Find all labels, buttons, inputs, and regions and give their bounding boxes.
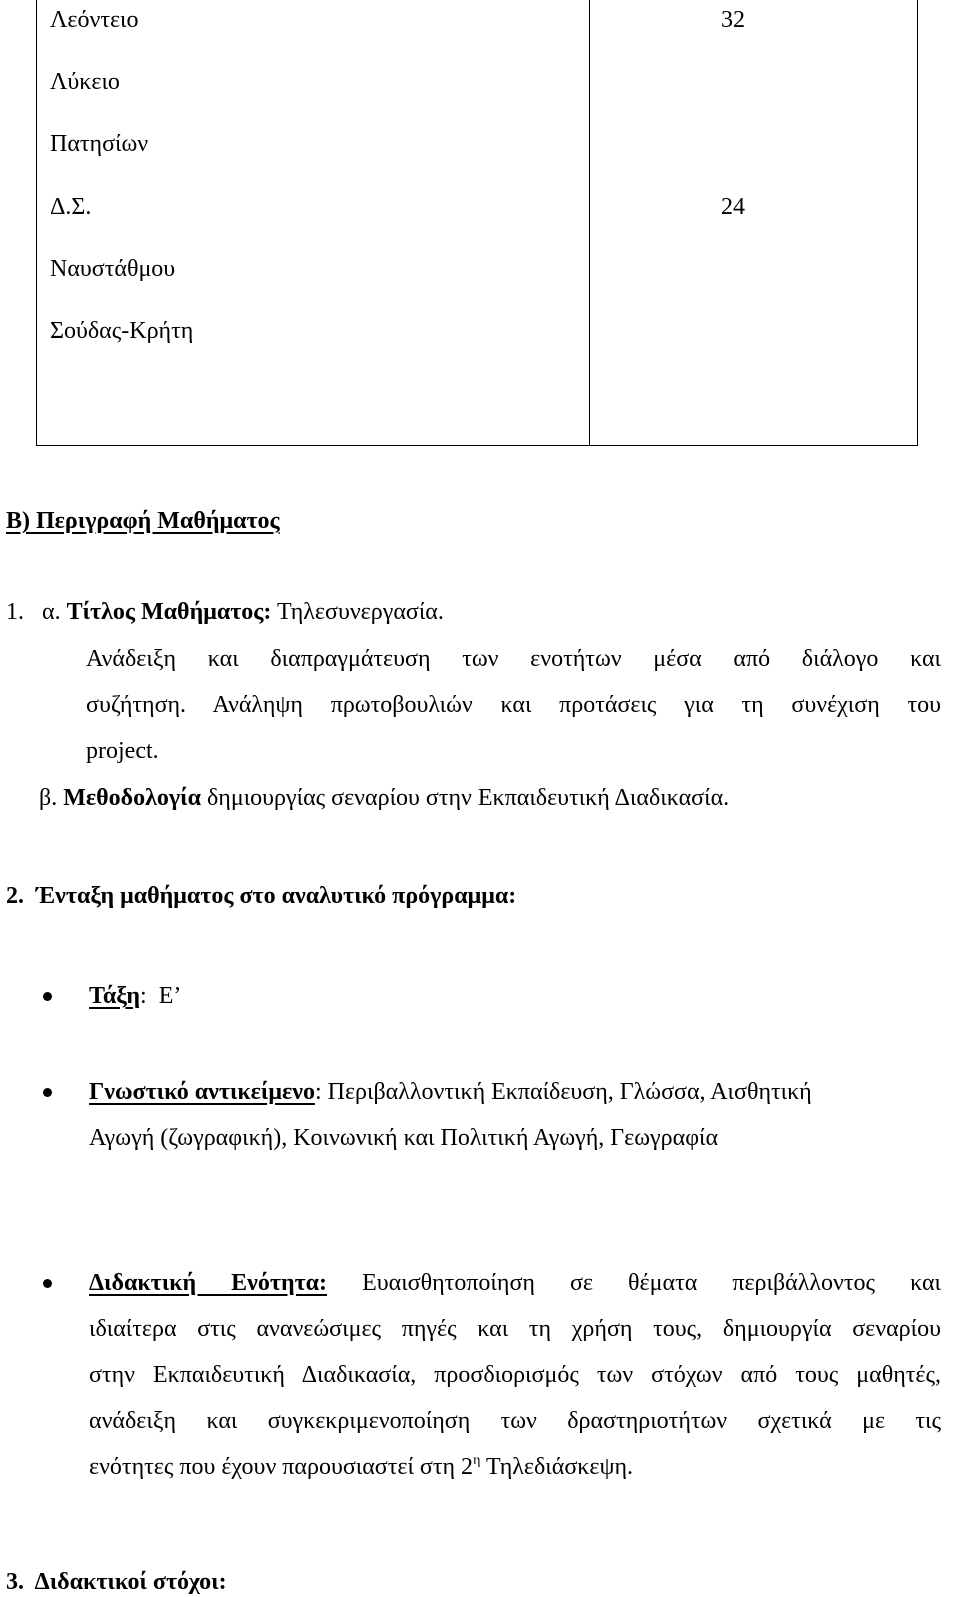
table-cell-school: Λύκειο <box>50 69 120 95</box>
methodology-line: β. Μεθοδολογία δημιουργίας σεναρίου στην Εκπαιδευτική Διαδικασία. <box>39 785 730 811</box>
teaching-unit-line: στην Εκπαιδευτική Διαδικασία, προσδιορισμός των στόχων από τους μαθητές, <box>89 1362 941 1388</box>
bullet-icon <box>43 1088 52 1097</box>
lesson-description-line: project. <box>86 738 159 764</box>
lesson-description-line: συζήτηση. Ανάληψη πρωτοβουλιών και προτάσεις για τη συνέχιση του <box>86 692 941 718</box>
subject-line: Αγωγή (ζωγραφική), Κοινωνική και Πολιτική Αγωγή, Γεωγραφία <box>89 1125 719 1151</box>
subject-label: Γνωστικό αντικείμενο <box>89 1079 315 1105</box>
table-cell-school: Ναυστάθμου <box>50 256 176 282</box>
table-column-divider <box>589 0 590 445</box>
table-cell-school: Πατησίων <box>50 131 149 157</box>
class-label: Τάξη <box>89 983 141 1009</box>
methodology-text: δημιουργίας σεναρίου στην Εκπαιδευτική Διαδικασία. <box>206 785 730 811</box>
objectives-heading: 3. Διδακτικοί στόχοι: <box>6 1569 227 1595</box>
lesson-title-value: Τηλεσυνεργασία. <box>276 599 444 625</box>
teaching-unit-line: Διδακτική Ενότητα: Ευαισθητοποίηση σε θέματα περιβάλλοντος και <box>89 1270 941 1296</box>
section-b-heading: Β) Περιγραφή Μαθήματος <box>6 508 280 534</box>
teaching-unit-line: ανάδειξη και συγκεκριμενοποίηση των δραστηριοτήτων σχετικά με τις <box>89 1408 941 1434</box>
table-cell-school: Δ.Σ. <box>50 194 92 220</box>
teaching-unit-label: Διδακτική Ενότητα: <box>89 1270 328 1296</box>
methodology-label: Μεθοδολογία <box>63 785 201 811</box>
bullet-icon <box>43 1279 52 1288</box>
lesson-title-line: 1. α. Τίτλος Μαθήματος: Τηλεσυνεργασία. <box>6 599 444 625</box>
class-line: Τάξη: Ε’ <box>89 983 182 1009</box>
table-cell-school: Σούδας-Κρήτη <box>50 318 194 344</box>
teaching-unit-line: ενότητες που έχουν παρουσιαστεί στη $2^\eta$ Τηλεδιάσκεψη. <box>89 1453 634 1480</box>
lesson-description-line: Ανάδειξη και διαπραγμάτευση των ενοτήτων μέσα από διάλογο και <box>86 646 941 672</box>
schools-table <box>36 0 918 446</box>
table-cell-count: 32 <box>721 7 745 33</box>
table-cell-school: Λεόντειο <box>50 7 139 33</box>
curriculum-heading: 2. Ένταξη μαθήματος στο αναλυτικό πρόγραμμα: <box>6 883 517 909</box>
table-cell-count: 24 <box>721 194 745 220</box>
lesson-title-label: Τίτλος Μαθήματος: <box>66 599 272 625</box>
bullet-icon <box>43 992 52 1001</box>
teaching-unit-line: ιδιαίτερα στις ανανεώσιμες πηγές και τη χρήση τους, δημιουργία σεναρίου <box>89 1316 941 1342</box>
subject-line: Γνωστικό αντικείμενο: Περιβαλλοντική Εκπαίδευση, Γλώσσα, Αισθητική <box>89 1079 812 1105</box>
